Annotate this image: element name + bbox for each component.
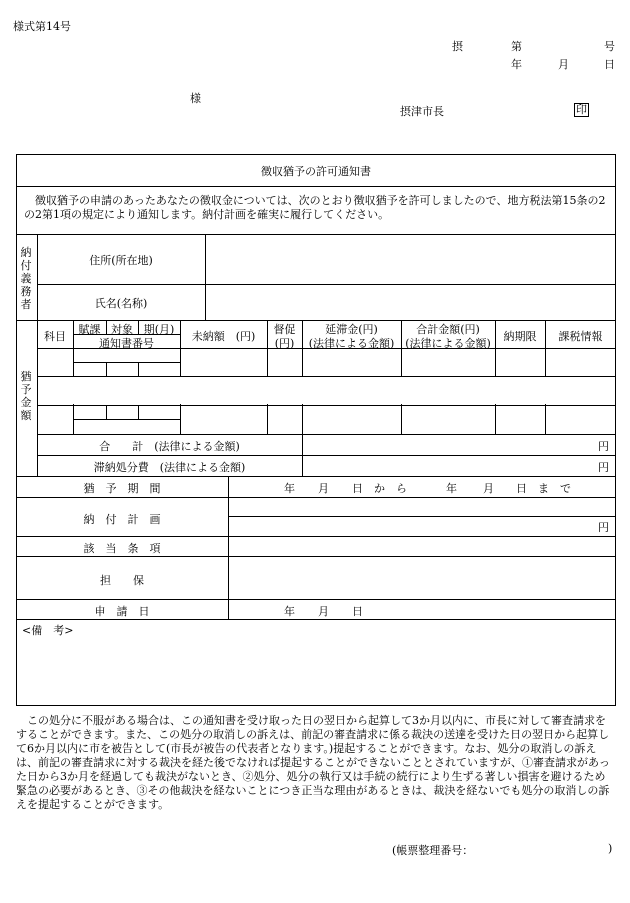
period-month-2: 月 [483,482,494,495]
period-label: 猶 予 期 間 [83,482,161,495]
period-month-1: 月 [318,482,329,495]
period-day-from: 日 か ら [352,482,407,495]
sum-unit: 円 [598,440,609,453]
addressee-suffix: 様 [190,92,201,105]
address-label: 住所(所在地) [89,254,153,267]
security-label: 担 保 [100,574,144,587]
col-tokusoku-unit: (円) [274,337,295,350]
date-month: 月 [558,58,569,71]
taxpayer-group-label: 納付義務者 [20,246,32,311]
apply-date-label: 申 請 日 [94,605,150,618]
doc-no-mid: 第 [511,40,522,53]
remarks-label: <備 考> [22,624,74,637]
apply-month: 月 [318,605,329,618]
col-taisho: 対象 [111,323,133,336]
date-day: 日 [604,58,615,71]
sum-label: 合 計 (法律による金額) [99,440,240,453]
period-year-2: 年 [446,482,457,495]
col-unpaid: 未納額 (円) [191,330,256,343]
form-frame [16,154,616,706]
col-subject: 科目 [44,330,66,343]
col-total-note: (法律による金額) [405,337,491,350]
amount-group-label: 猶予金額 [20,370,32,422]
name-label: 氏名(名称) [94,297,148,310]
col-tokusoku: 督促 [273,323,296,336]
col-due: 納期限 [503,330,537,343]
intro-text: 徴収猶予の申請のあったあなたの徴収金については、次のとおり徴収猶予を許可しましたので、地方税法第15条の2の2第1項の規定により通知します。納付計画を確実に履行してください。 [24,194,606,221]
ledger-number-label: (帳票整理番号： [392,844,474,857]
period-day-to: 日 ま で [516,482,571,495]
issuer-name: 摂津市長 [400,105,444,118]
plan-unit: 円 [598,521,609,534]
col-tax-info: 課税情報 [558,330,603,343]
col-fuka: 賦課 [78,323,101,336]
fee-unit: 円 [598,461,609,474]
col-delay: 延滞金(円) [325,323,378,336]
col-delay-note: (法律による金額) [308,337,395,350]
date-year: 年 [511,58,522,71]
doc-no-suffix: 号 [604,40,615,53]
period-year-1: 年 [284,482,295,495]
fee-label: 滞納処分費 (法律による金額) [93,461,246,474]
plan-label: 納 付 計 画 [83,513,161,526]
apply-year: 年 [284,605,295,618]
ledger-number-close: ) [608,842,613,855]
apply-day: 日 [352,605,363,618]
col-total: 合計金額(円) [416,323,480,336]
form-number: 様式第14号 [13,20,71,33]
seal-mark: 印 [576,103,587,116]
col-notice-no: 通知書番号 [99,337,154,350]
form-title: 徴収猶予の許可通知書 [261,165,371,178]
col-period: 期(月) [143,323,175,336]
doc-no-prefix: 摂 [452,40,463,53]
clause-label: 該 当 条 項 [83,542,161,555]
appeal-notice: この処分に不服がある場合は、この通知書を受け取った日の翌日から起算して3か月以内に、市長に対して審査請求をすることができます。また、この処分の取消しの訴えは、前記の審査請求に係る裁決の送達を受けた日の翌日から起算して6か月以内に市を被告として(市長が被告の代表者となります。)提起することができます。なお、処分の取消しの訴えは、前記の審査請求に対する裁決を経た後でなければ提起することができないこととされていますが、①審査請求があった日から3か月を経過しても裁決がないとき、②処分、処分の執行又は手続の続行により生ずる著しい損害を避けるため緊急の必要があるとき、③その他裁決を経ないことにつき正当な理由があるときは、裁決を経ないでも処分の取消しの訴えを提起することができます。 [16,714,610,811]
